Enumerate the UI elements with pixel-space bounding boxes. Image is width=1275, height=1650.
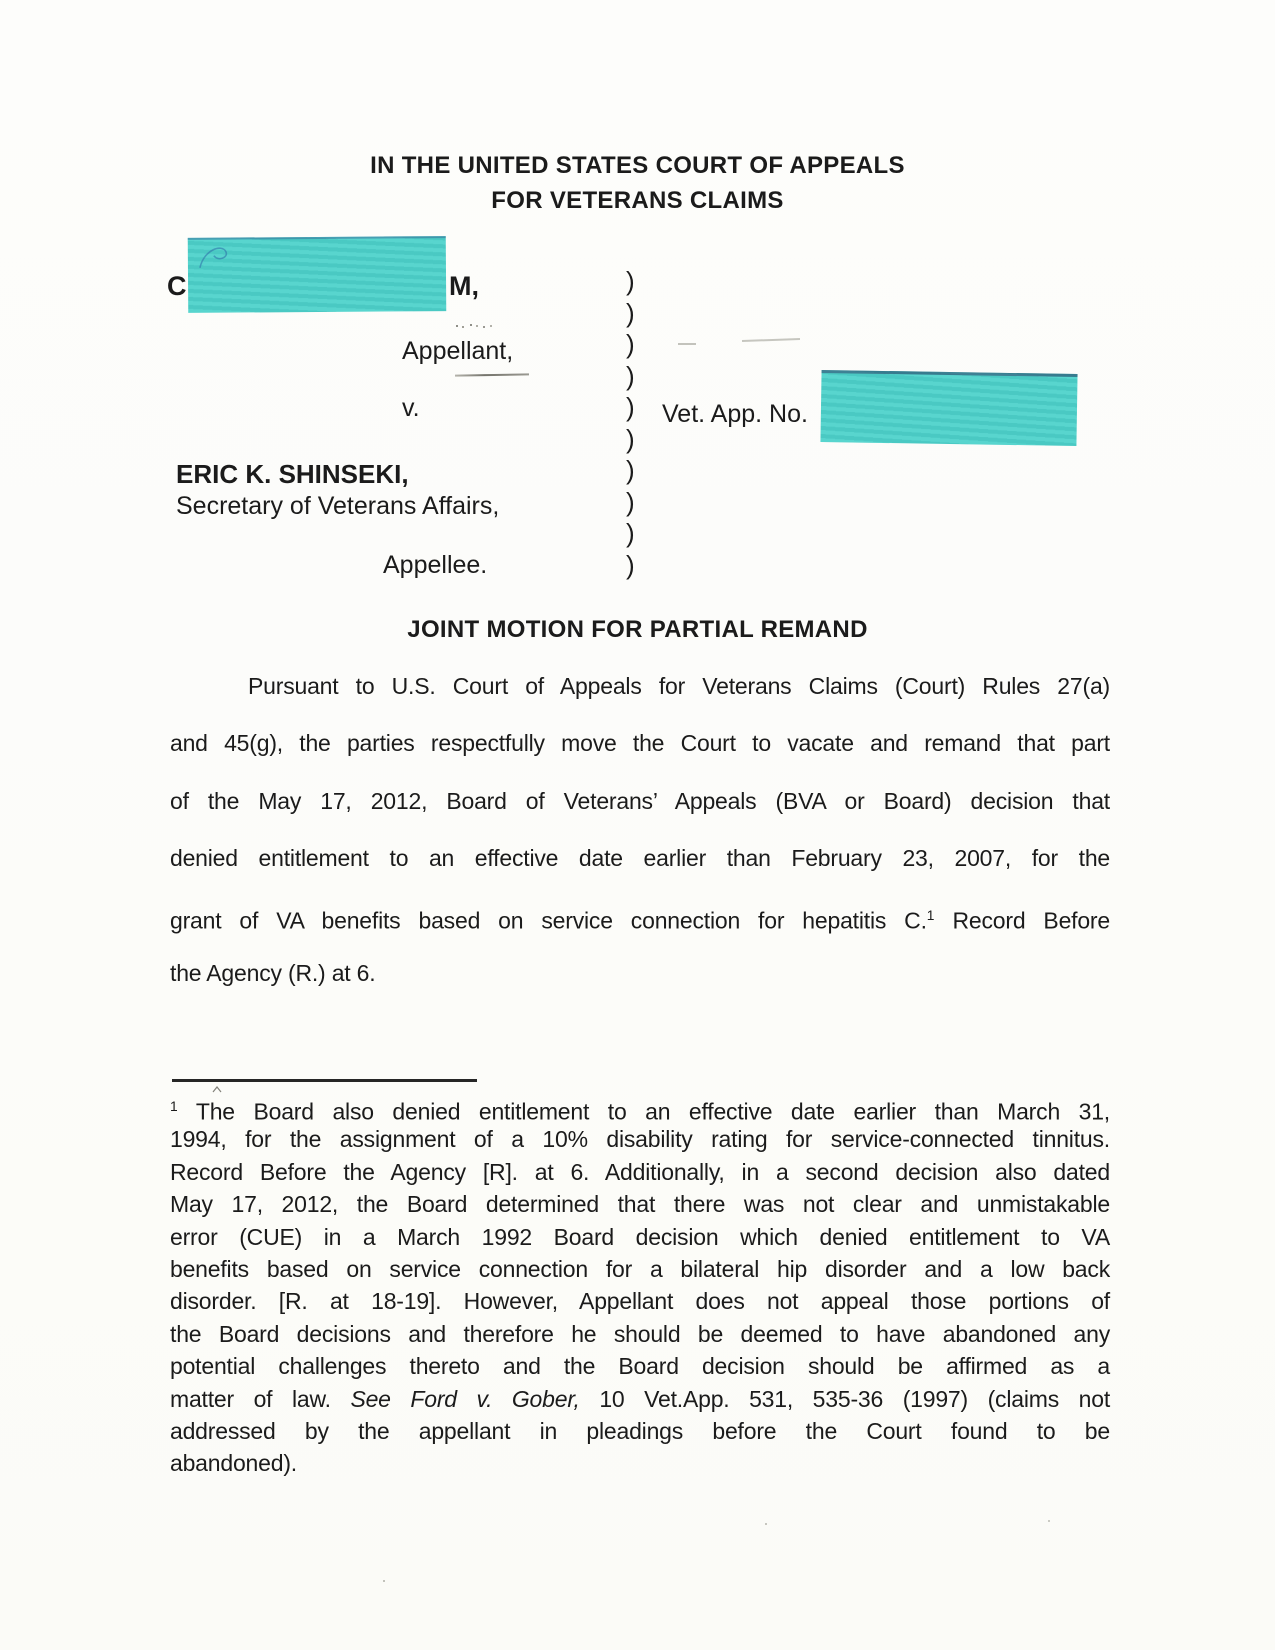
caption-paren: ) xyxy=(626,297,635,328)
footnote-line: Record Before the Agency [R]. at 6. Additionally, in a second decision also dated xyxy=(170,1158,1110,1185)
appellant-label: Appellant, xyxy=(402,337,514,365)
redaction-appellant-name xyxy=(188,236,447,313)
caption-paren-column xyxy=(626,266,635,581)
footnote-line: potential challenges thereto and the Board decision should be affirmed as a xyxy=(170,1353,1110,1380)
pen-squiggle-artifact xyxy=(196,241,248,275)
footnote-line: disorder. [R. at 18-19]. However, Appellant does not appeal those portions of xyxy=(170,1288,1110,1315)
footnote-line: abandoned). xyxy=(170,1450,297,1477)
caption-paren: ) xyxy=(626,549,635,580)
footnote-line: benefits based on service connection for a bilateral hip disorder and a low back xyxy=(170,1255,1110,1282)
footnote-line: the Board decisions and therefore he should be deemed to have abandoned any xyxy=(170,1320,1110,1347)
court-title-line-1: IN THE UNITED STATES COURT OF APPEALS xyxy=(370,152,905,179)
caption-paren: ) xyxy=(626,455,635,485)
appellee-name: ERIC K. SHINSEKI, xyxy=(176,459,409,489)
case-number-label: Vet. App. No. xyxy=(662,400,808,428)
scan-artifact-specks xyxy=(383,1580,385,1582)
caption-paren: ) xyxy=(626,486,635,517)
scan-artifact-dots xyxy=(456,325,458,327)
body-line: and 45(g), the parties respectfully move the Court to vacate and remand that part xyxy=(170,730,1110,757)
appellee-descriptor: Secretary of Veterans Affairs, xyxy=(176,492,500,520)
body-line: the Agency (R.) at 6. xyxy=(170,959,376,986)
scan-artifact-dash xyxy=(742,338,800,342)
body-line: Pursuant to U.S. Court of Appeals for Veterans Claims (Court) Rules 27(a) xyxy=(248,673,1110,699)
caption-paren: ) xyxy=(626,266,635,296)
footnote-line: addressed by the appellant in pleadings before the Court found to be xyxy=(170,1417,1110,1444)
versus-label: v. xyxy=(402,394,420,422)
redaction-case-number xyxy=(820,370,1077,446)
body-line: denied entitlement to an effective date earlier than February 23, 2007, for the xyxy=(170,845,1110,872)
caption-paren: ) xyxy=(626,329,635,359)
appellee-label: Appellee. xyxy=(383,551,488,579)
footnote-line: May 17, 2012, the Board determined that there was not clear and unmistakable xyxy=(170,1191,1110,1218)
footnote-line: $^1$ The Board also denied entitlement to an effective date earlier than March 31, xyxy=(170,1098,1110,1125)
motion-heading: JOINT MOTION FOR PARTIAL REMAND xyxy=(407,616,868,643)
footnote-line: matter of law. See Ford v. Gober, 10 Vet.App. 531, 535-36 (1997) (claims not xyxy=(170,1385,1111,1412)
appellant-name-fragment-end: M, xyxy=(449,271,479,301)
caption-paren: ) xyxy=(626,423,635,454)
motion-body xyxy=(170,668,1110,1012)
body-line: grant of VA benefits based on service connection for hepatitis C.$^1$ Record Before xyxy=(170,907,1110,934)
caption-paren: ) xyxy=(626,518,635,548)
court-title xyxy=(0,148,1275,218)
court-title-line-2: FOR VETERANS CLAIMS xyxy=(491,187,784,214)
body-line: of the May 17, 2012, Board of Veterans’ Appeals (BVA or Board) decision that xyxy=(170,787,1110,814)
caption-paren: ) xyxy=(626,360,635,391)
footnote-separator-rule xyxy=(172,1079,477,1082)
footnote-line: 1994, for the assignment of a 10% disability rating for service-connected tinnitus. xyxy=(170,1126,1110,1153)
footnote-line: error (CUE) in a March 1992 Board decision which denied entitlement to VA xyxy=(170,1223,1110,1250)
footnote xyxy=(170,1092,1110,1481)
scan-artifact-dash xyxy=(678,343,696,345)
caption-paren: ) xyxy=(626,392,635,422)
appellant-name-fragment-start: C xyxy=(167,271,187,301)
scan-artifact-dash xyxy=(455,373,529,376)
